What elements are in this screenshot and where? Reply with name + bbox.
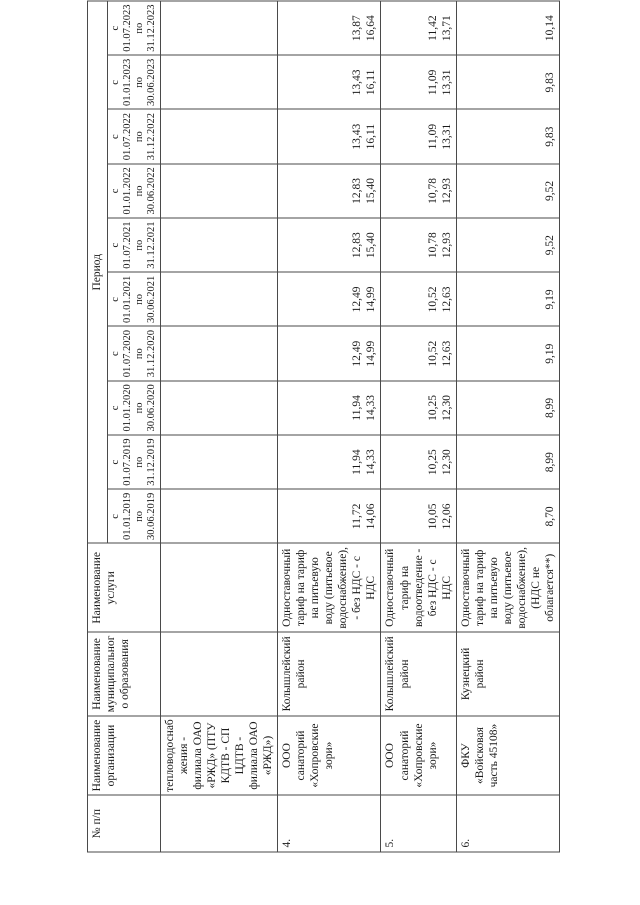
header-num: № п/п: [88, 795, 161, 852]
tariff-value-cell: 8,99: [456, 380, 559, 434]
tariff-value-cell: 8,99: [456, 435, 559, 489]
period-from: с 01.01.2022: [110, 166, 134, 214]
period-po: по: [134, 401, 146, 413]
tariff-value-cell: 11,09 13,31: [381, 109, 456, 163]
period-to: 30.06.2019: [146, 492, 158, 540]
period-from: с 01.07.2022: [110, 112, 134, 160]
period-header-cell: [108, 218, 161, 272]
period-to: 30.06.2022: [146, 166, 158, 214]
table-row: [278, 1, 381, 852]
tariff-value-cell: 9,52: [456, 163, 559, 217]
period-from: с 01.01.2023: [110, 58, 134, 106]
tariff-value-cell: 12,49 14,99: [278, 326, 381, 380]
tariff-value-cell: 10,25 12,30: [381, 380, 456, 434]
tariff-value-cell: [161, 55, 278, 109]
tariff-value-cell: 9,83: [456, 55, 559, 109]
period-po: по: [134, 293, 146, 305]
row-number: 5.: [381, 795, 456, 852]
header-period: Период: [88, 1, 108, 544]
organization-cell: ФКУ «Войсковая часть 45108»: [456, 715, 559, 795]
tariff-value-cell: 10,05 12,06: [381, 489, 456, 543]
municipality-cell: Колышлейский район: [381, 632, 456, 716]
table-body: [161, 1, 559, 852]
period-po: по: [134, 184, 146, 196]
tariff-value-cell: [161, 489, 278, 543]
municipality-cell: Кузнецкий район: [456, 632, 559, 716]
period-po: по: [134, 510, 146, 522]
municipality-cell: Колышлейский район: [278, 632, 381, 716]
period-from: с 01.01.2019: [110, 492, 134, 540]
tariff-value-cell: 8,70: [456, 489, 559, 543]
period-header-cell: [108, 380, 161, 434]
period-from: с 01.07.2020: [110, 329, 134, 377]
tariff-value-cell: 10,14: [456, 1, 559, 55]
tariff-value-cell: [161, 272, 278, 326]
tariff-value-cell: 10,78 12,93: [381, 163, 456, 217]
period-header-cell: [108, 435, 161, 489]
period-from: с 01.01.2020: [110, 383, 134, 431]
tariff-value-cell: 10,78 12,93: [381, 218, 456, 272]
period-header-cell: [108, 1, 161, 55]
tariff-value-cell: 11,72 14,06: [278, 489, 381, 543]
tariff-value-cell: 10,25 12,30: [381, 435, 456, 489]
tariff-value-cell: [161, 435, 278, 489]
tariff-value-cell: [161, 163, 278, 217]
header-row: [88, 1, 108, 852]
tariff-value-cell: [161, 326, 278, 380]
service-cell: Одноставочный тариф на тариф на питьевую воду (питьевое водоснабжение), (НДС не облагается**): [456, 543, 559, 632]
tariff-value-cell: 9,83: [456, 109, 559, 163]
row-number: 6.: [456, 795, 559, 852]
tariff-value-cell: 13,87 16,64: [278, 1, 381, 55]
tariff-value-cell: 10,52 12,63: [381, 272, 456, 326]
period-po: по: [134, 76, 146, 88]
organization-cell: ООО санаторий «Хопровские зори»: [278, 715, 381, 795]
period-header-cell: [108, 163, 161, 217]
tariff-value-cell: 12,49 14,99: [278, 272, 381, 326]
tariff-value-cell: [161, 1, 278, 55]
period-header-cell: [108, 55, 161, 109]
municipality-cell: [161, 632, 278, 716]
period-header-cell: [108, 109, 161, 163]
period-from: с 01.01.2021: [110, 275, 134, 323]
tariff-value-cell: [161, 380, 278, 434]
header-org: Наименование организации: [88, 715, 161, 795]
tariff-value-cell: 9,52: [456, 218, 559, 272]
service-cell: Одноставочный тариф на водоотведение - без НДС - с НДС: [381, 543, 456, 632]
service-cell: [161, 543, 278, 632]
organization-cell: ООО санаторий «Хопровские зори»: [381, 715, 456, 795]
service-cell: Одноставочный тариф на тариф на питьевую воду (питьевое водоснабжение), - без НДС - с НДС: [278, 543, 381, 632]
period-header-cell: [108, 272, 161, 326]
table-row: [161, 1, 278, 852]
tariff-value-cell: 11,94 14,33: [278, 435, 381, 489]
tariff-value-cell: 13,43 16,11: [278, 55, 381, 109]
tariff-value-cell: 11,42 13,71: [381, 1, 456, 55]
tariff-value-cell: 11,94 14,33: [278, 380, 381, 434]
period-po: по: [134, 22, 146, 34]
tariff-value-cell: 10,52 12,63: [381, 326, 456, 380]
tariff-value-cell: 11,09 13,31: [381, 55, 456, 109]
period-header-cell: [108, 489, 161, 543]
period-to: 31.12.2023: [146, 4, 158, 52]
period-from: с 01.07.2021: [110, 221, 134, 269]
period-header-cell: [108, 326, 161, 380]
tariff-table: [87, 0, 560, 852]
tariff-value-cell: 12,83 15,40: [278, 163, 381, 217]
row-number: 4.: [278, 795, 381, 852]
period-to: 30.06.2020: [146, 383, 158, 431]
period-to: 31.12.2019: [146, 438, 158, 486]
period-from: с 01.07.2023: [110, 4, 134, 52]
period-to: 31.12.2022: [146, 112, 158, 160]
tariff-value-cell: 9,19: [456, 272, 559, 326]
header-municipality: Наименование муниципальног о образования: [88, 632, 161, 716]
tariff-value-cell: 13,43 16,11: [278, 109, 381, 163]
period-po: по: [134, 239, 146, 251]
row-number: [161, 795, 278, 852]
period-to: 30.06.2023: [146, 58, 158, 106]
organization-cell: тепловодоснаб жения - филиала ОАО «РЖД» (ПТУ КДТВ - СП ЦДТВ - филиала ОАО «РЖД»): [161, 715, 278, 795]
period-po: по: [134, 456, 146, 468]
header-service: Наименование услуги: [88, 543, 161, 632]
tariff-value-cell: [161, 218, 278, 272]
period-from: с 01.07.2019: [110, 438, 134, 486]
tariff-value-cell: 12,83 15,40: [278, 218, 381, 272]
table-row: [456, 1, 559, 852]
tariff-value-cell: 9,19: [456, 326, 559, 380]
period-to: 31.12.2020: [146, 329, 158, 377]
period-to: 31.12.2021: [146, 221, 158, 269]
period-po: по: [134, 130, 146, 142]
period-po: по: [134, 347, 146, 359]
tariff-value-cell: [161, 109, 278, 163]
table-row: [381, 1, 456, 852]
period-to: 30.06.2021: [146, 275, 158, 323]
